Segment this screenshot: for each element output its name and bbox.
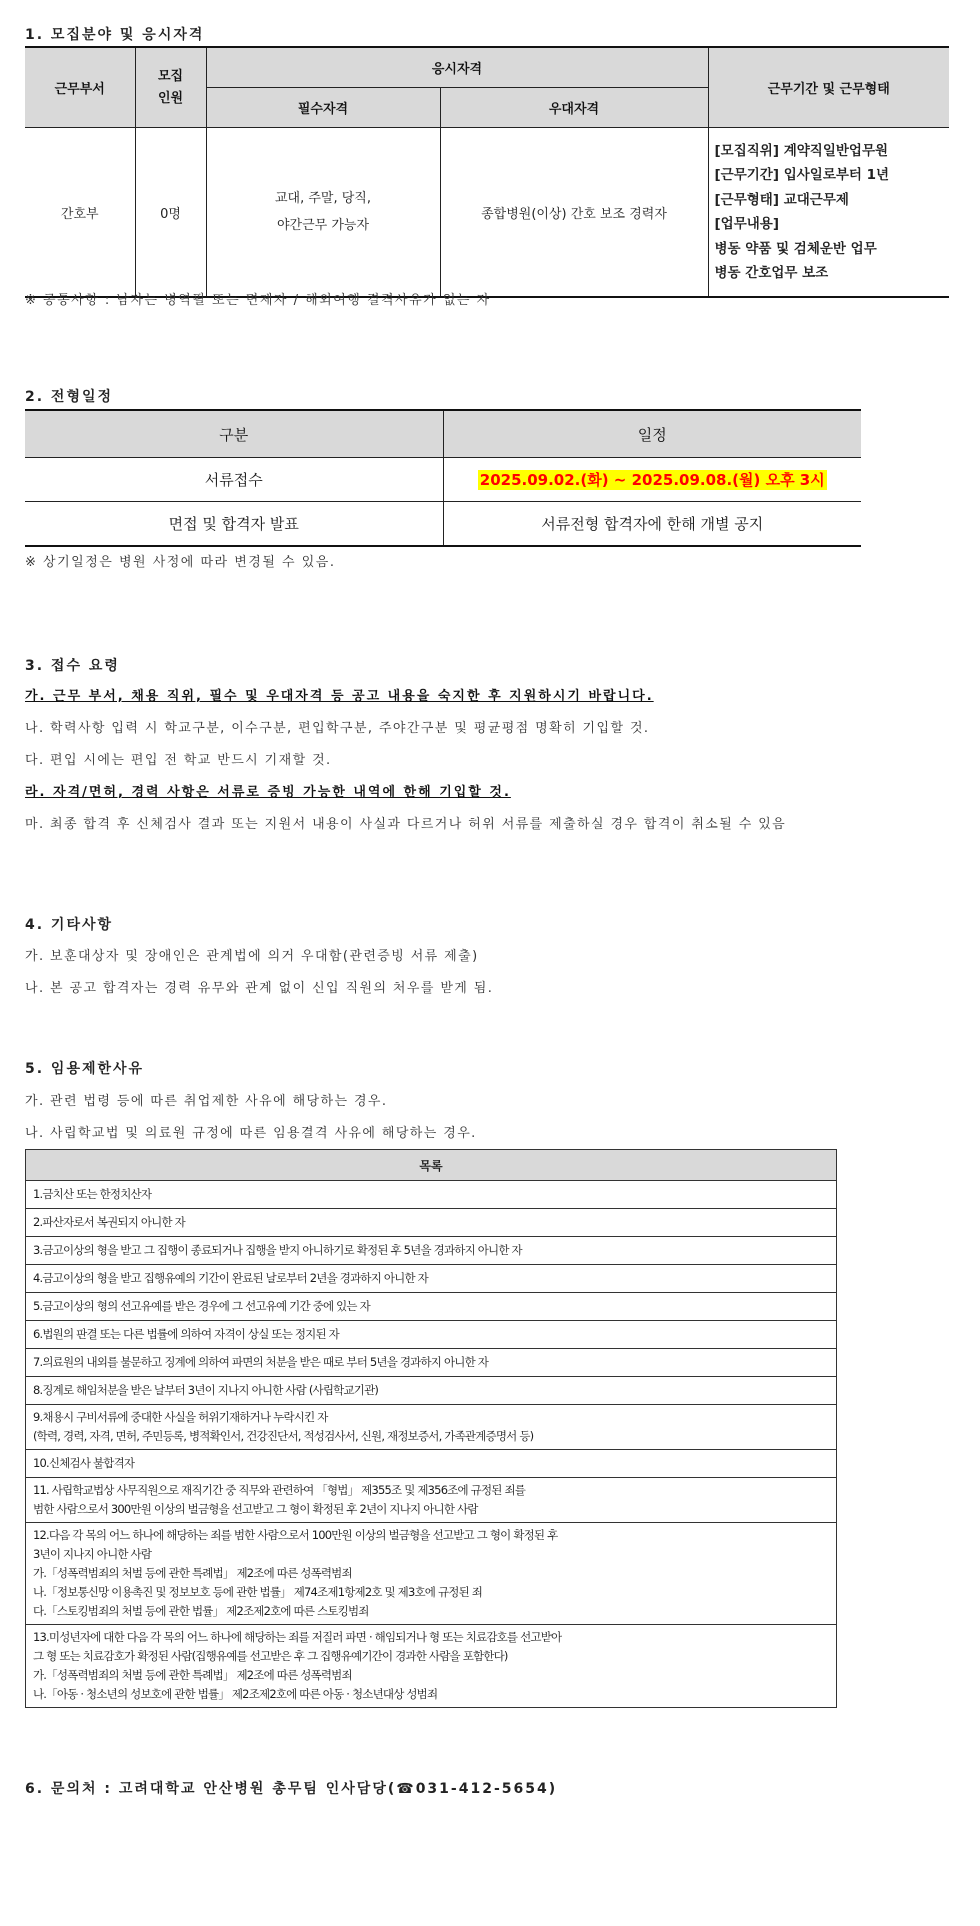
row-text: 나.「아동 · 청소년의 성보호에 관한 법률」 제2조제2호에 따른 아동 · 청소년대상 성범죄 — [33, 1687, 438, 1701]
header-dept: 근무부서 — [25, 47, 135, 128]
duty-line: [근무형태] 교대근무제 — [714, 191, 849, 208]
schedule-value — [443, 458, 861, 502]
application-item: 라. 자격/면허, 경력 사항은 서류로 증빙 가능한 내역에 한해 기입할 것. — [25, 785, 511, 800]
row-text: 10.신체검사 불합격자 — [33, 1456, 135, 1470]
cell-dept: 간호부 — [25, 128, 135, 298]
row-text: 8.징계로 해임처분을 받은 날부터 3년이 지나지 아니한 사람 (사립학교기관) — [33, 1383, 379, 1397]
row-text: 2.파산자로서 복권되지 아니한 자 — [33, 1215, 185, 1229]
row-text: 가.「성폭력범죄의 처벌 등에 관한 특례법」 제2조에 따른 성폭력범죄 — [33, 1566, 352, 1580]
row-text: 3.금고이상의 형을 받고 그 집행이 종료되거나 집행을 받지 아니하기로 확정된 후 5년을 경과하지 아니한 자 — [33, 1243, 522, 1257]
duty-line: [업무내용] — [714, 216, 780, 232]
cell-duty — [708, 128, 949, 298]
row-text: 나.「정보통신망 이용촉진 및 정보보호 등에 관한 법률」 제74조제1항제2호 및 제3호에 규정된 죄 — [33, 1585, 483, 1599]
table-row — [26, 1321, 837, 1349]
table-row — [26, 1181, 837, 1209]
section-1-title: 1. 모집분야 및 응시자격 — [25, 27, 205, 43]
cell-required — [206, 128, 440, 298]
table-row — [26, 1523, 837, 1625]
duty-line: [근무기간] 입사일로부터 1년 — [714, 167, 890, 183]
row-text: 다.「스토킹범죄의 처벌 등에 관한 법률」 제2조제2호에 따른 스토킹범죄 — [33, 1604, 369, 1618]
table-row — [26, 1405, 837, 1450]
application-item: 나. 학력사항 입력 시 학교구분, 이수구분, 편입학구분, 주야간구분 및 평균평점 명확히 기입할 것. — [25, 721, 650, 736]
section-2-title: 2. 전형일정 — [25, 389, 114, 405]
table-row — [26, 1265, 837, 1293]
header-schedule: 일정 — [443, 410, 861, 458]
header-qualification: 응시자격 — [206, 47, 708, 88]
section-4-title: 4. 기타사항 — [25, 917, 114, 933]
table-row — [26, 1625, 837, 1708]
common-requirements-note: ※ 공통사항 : 남자는 병역필 또는 면제자 / 해외여행 결격사유가 없는 자 — [25, 293, 491, 308]
header-category: 구분 — [25, 410, 443, 458]
schedule-value: 서류전형 합격자에 한해 개별 공지 — [443, 502, 861, 547]
section-6-contact: 6. 문의처 : 고려대학교 안산병원 총무팀 인사담당(☎031-412-5654) — [25, 1781, 558, 1797]
schedule-label: 면접 및 합격자 발표 — [25, 502, 443, 547]
schedule-table — [25, 409, 861, 547]
application-item: 가. 근무 부서, 채용 직위, 필수 및 우대자격 등 공고 내용을 숙지한 후 지원하시기 바랍니다. — [25, 689, 654, 704]
restriction-item: 나. 사립학교법 및 의료원 규정에 따른 임용결격 사유에 해당하는 경우. — [25, 1126, 477, 1141]
header-list: 목록 — [26, 1150, 837, 1181]
row-text: 3년이 지나지 아니한 사람 — [33, 1547, 152, 1561]
row-text: 1.금치산 또는 한정치산자 — [33, 1187, 152, 1201]
row-text: 6.법원의 판결 또는 다른 법률에 의하여 자격이 상실 또는 정지된 자 — [33, 1327, 339, 1341]
required-line: 야간근무 가능자 — [276, 218, 370, 233]
row-text: 가.「성폭력범죄의 처벌 등에 관한 특례법」 제2조에 따른 성폭력범죄 — [33, 1668, 352, 1682]
application-item: 다. 편입 시에는 편입 전 학교 반드시 기재할 것. — [25, 753, 332, 768]
application-period-highlight: 2025.09.02.(화) ~ 2025.09.08.(월) 오후 3시 — [479, 471, 825, 489]
table-row — [26, 1450, 837, 1478]
other-item: 가. 보훈대상자 및 장애인은 관계법에 의거 우대함(관련증빙 서류 제출) — [25, 949, 479, 964]
required-line: 교대, 주말, 당직, — [274, 191, 371, 206]
duty-line: [모집직위] 계약직일반업무원 — [714, 142, 889, 159]
cell-preferred: 종합병원(이상) 간호 보조 경력자 — [440, 128, 708, 298]
section-5-title: 5. 임용제한사유 — [25, 1061, 145, 1077]
table-row — [26, 1478, 837, 1523]
table-row — [26, 1349, 837, 1377]
duty-line: 병동 간호업무 보조 — [714, 265, 829, 281]
row-text: 5.금고이상의 형의 선고유예를 받은 경우에 그 선고유예 기간 중에 있는 자 — [33, 1299, 370, 1313]
section-3-title: 3. 접수 요령 — [25, 658, 120, 674]
row-text: 11. 사립학교법상 사무직원으로 재직기간 중 직무와 관련하여 「형법」 제355조 및 제356조에 규정된 죄를 — [33, 1483, 526, 1497]
header-count — [135, 47, 206, 128]
row-text: 4.금고이상의 형을 받고 집행유예의 기간이 완료된 날로부터 2년을 경과하지 아니한 자 — [33, 1271, 428, 1285]
row-text: (학력, 경력, 자격, 면허, 주민등록, 병적확인서, 건강진단서, 적성검사서, 신원, 재정보증서, 가족관계증명서 등) — [33, 1429, 534, 1443]
header-period: 근무기간 및 근무형태 — [708, 47, 949, 128]
disqualification-table — [25, 1149, 837, 1708]
schedule-note: ※ 상기일정은 병원 사정에 따라 변경될 수 있음. — [25, 555, 336, 570]
row-text: 13.미성년자에 대한 다음 각 목의 어느 하나에 해당하는 죄를 저질러 파면 · 해임되거나 형 또는 치료감호를 선고받아 — [33, 1630, 562, 1644]
row-text: 9.채용시 구비서류에 중대한 사실을 허위기재하거나 누락시킨 자 — [33, 1410, 328, 1424]
row-text: 그 형 또는 치료감호가 확정된 사람(집행유예를 선고받은 후 그 집행유예기간이 경과한 사람을 포함한다) — [33, 1649, 508, 1663]
schedule-label: 서류접수 — [25, 458, 443, 502]
other-item: 나. 본 공고 합격자는 경력 유무와 관계 없이 신입 직원의 처우를 받게 됨. — [25, 981, 494, 996]
row-text: 범한 사람으로서 300만원 이상의 벌금형을 선고받고 그 형이 확정된 후 2년이 지나지 아니한 사람 — [33, 1502, 478, 1516]
restriction-item: 가. 관련 법령 등에 따른 취업제한 사유에 해당하는 경우. — [25, 1094, 388, 1109]
table-row — [26, 1209, 837, 1237]
table-row — [26, 1237, 837, 1265]
application-item: 마. 최종 합격 후 신체검사 결과 또는 지원서 내용이 사실과 다르거나 허위 서류를 제출하실 경우 합격이 취소될 수 있음 — [25, 817, 787, 832]
row-text: 7.의료원의 내외를 불문하고 징계에 의하여 파면의 처분을 받은 때로 부터 5년을 경과하지 아니한 자 — [33, 1355, 489, 1369]
table-row — [26, 1377, 837, 1405]
cell-count: 0명 — [135, 128, 206, 298]
table-row — [26, 1293, 837, 1321]
header-preferred: 우대자격 — [440, 88, 708, 128]
header-required: 필수자격 — [206, 88, 440, 128]
recruitment-table — [25, 46, 949, 298]
row-text: 12.다음 각 목의 어느 하나에 해당하는 죄를 범한 사람으로서 100만원 이상의 벌금형을 선고받고 그 형이 확정된 후 — [33, 1528, 558, 1542]
header-count-text: 모집 인원 — [157, 68, 184, 106]
duty-line: 병동 약품 및 검체운반 업무 — [714, 240, 877, 257]
